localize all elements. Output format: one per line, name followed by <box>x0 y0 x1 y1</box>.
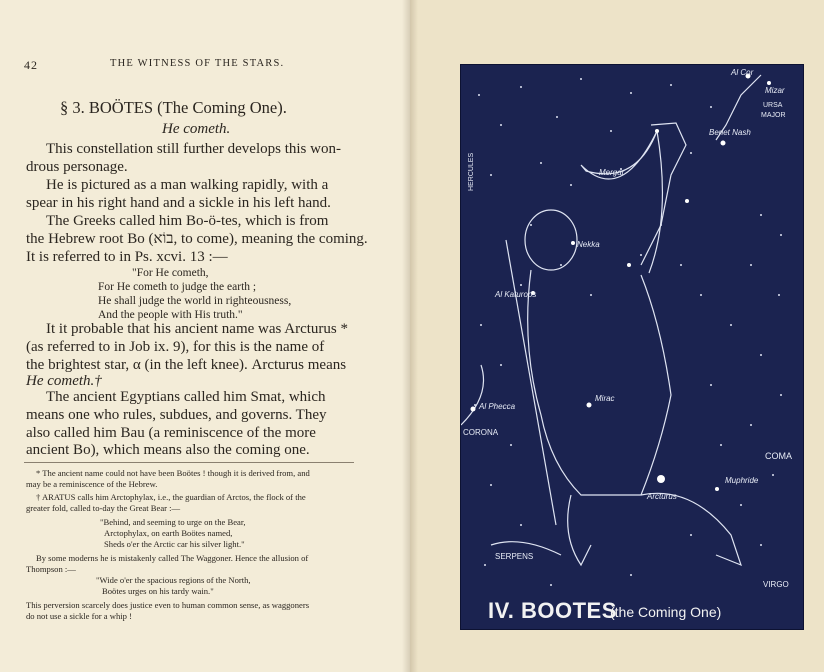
plate-caption-title: IV. BOOTES <box>488 598 617 623</box>
footnote-quote-line: "Behind, and seeming to urge on the Bear, <box>100 517 246 527</box>
map-label: Benet Nash <box>709 128 751 137</box>
footnote-quote-line: Sheds o'er the Arctic car his silver light." <box>104 539 245 549</box>
paragraph-line: It is referred to in Ps. xcvi. 13 :— <box>26 249 228 265</box>
paragraph-line: also called him Bau (a reminiscence of the more <box>26 425 316 441</box>
paragraph-line: He is pictured as a man walking rapidly, with a <box>46 177 329 193</box>
section-subtitle: He cometh. <box>162 121 231 137</box>
footnote-quote-line: Boötes urges on his tardy wain." <box>102 586 214 596</box>
star-map-plate <box>460 64 804 630</box>
map-label: Mizar <box>765 86 785 95</box>
quote-line: He shall judge the world in righteousness, <box>98 295 292 307</box>
footnote-line: This perversion scarcely does justice even to human common sense, as waggoners <box>26 600 310 610</box>
paragraph-line: spear in his right hand and a sickle in his left hand. <box>26 195 331 211</box>
footnote-line: greater fold, called to-day the Great Bear :— <box>26 503 181 513</box>
section-title: § 3. BOÖTES (The Coming One). <box>60 98 287 117</box>
footnote-line: † ARATUS calls him Arctophylax, i.e., the guardian of Arctos, the flock of the <box>36 492 306 502</box>
map-label: VIRGO <box>763 580 789 589</box>
quote-line: And the people with His truth." <box>98 309 243 321</box>
paragraph-line: (as referred to in Job ix. 9), for this is the name of <box>26 339 325 355</box>
paragraph-line: It it probable that his ancient name was Arcturus * <box>46 321 348 337</box>
paragraph-line: drous personage. <box>26 159 128 175</box>
book-gutter <box>402 0 418 672</box>
map-label: Al Cor <box>731 68 754 77</box>
footnote-line: Thompson :— <box>26 564 76 574</box>
map-label: Al Phecca <box>479 402 516 411</box>
map-label: Mirac <box>595 394 615 403</box>
star-map-illustration <box>461 65 803 629</box>
map-label: CORONA <box>463 428 499 437</box>
map-label: HERCULES <box>468 152 475 191</box>
footnote-line: may be a reminiscence of the Hebrew. <box>26 479 158 489</box>
footnote-quote-line: "Wide o'er the spacious regions of the North, <box>96 575 251 585</box>
footnote-quote-line: Arctophylax, on earth Boötes named, <box>104 528 233 538</box>
map-label: URSA <box>763 102 783 109</box>
map-label: SERPENS <box>495 552 534 561</box>
map-label: COMA <box>765 451 792 461</box>
footnote-line: * The ancient name could not have been Boötes ! though it is derived from, and <box>36 468 310 478</box>
map-label: Mergar <box>599 168 625 177</box>
paragraph-line: The Greeks called him Bo-ö-tes, which is from <box>46 213 329 229</box>
footnote-line: By some moderns he is mistakenly called The Waggoner. Hence the allusion of <box>36 553 309 563</box>
map-label: MAJOR <box>761 112 786 119</box>
paragraph-line: means one who rules, subdues, and governs. They <box>26 407 327 423</box>
quote-line: "For He cometh, <box>132 267 209 279</box>
running-title: THE WITNESS OF THE STARS. <box>110 58 285 69</box>
plate-caption <box>462 596 800 626</box>
plate-caption-subtitle: (the Coming One) <box>610 604 722 620</box>
footnote-line: do not use a sickle for a whip ! <box>26 611 132 621</box>
quote-line: For He cometh to judge the earth ; <box>98 281 257 293</box>
paragraph-line: He cometh.† <box>26 373 102 389</box>
paragraph-line: ancient Bo), which means also the coming one. <box>26 442 310 458</box>
paragraph-line: the Hebrew root Bo (בוֹא, to come), meaning the coming. <box>26 231 368 247</box>
footnote-rule <box>24 462 354 463</box>
paragraph-line: The ancient Egyptians called him Smat, which <box>46 389 326 405</box>
map-label: Nekka <box>577 240 600 249</box>
page-number: 42 <box>24 58 38 72</box>
paragraph-line: This constellation still further develops this won- <box>46 141 341 157</box>
map-label: Arcturus <box>647 492 677 501</box>
map-label: Al Katurops <box>495 290 537 299</box>
map-label: Muphride <box>725 476 759 485</box>
paragraph-line: the brightest star, α (in the left knee). Arcturus means <box>26 357 347 373</box>
